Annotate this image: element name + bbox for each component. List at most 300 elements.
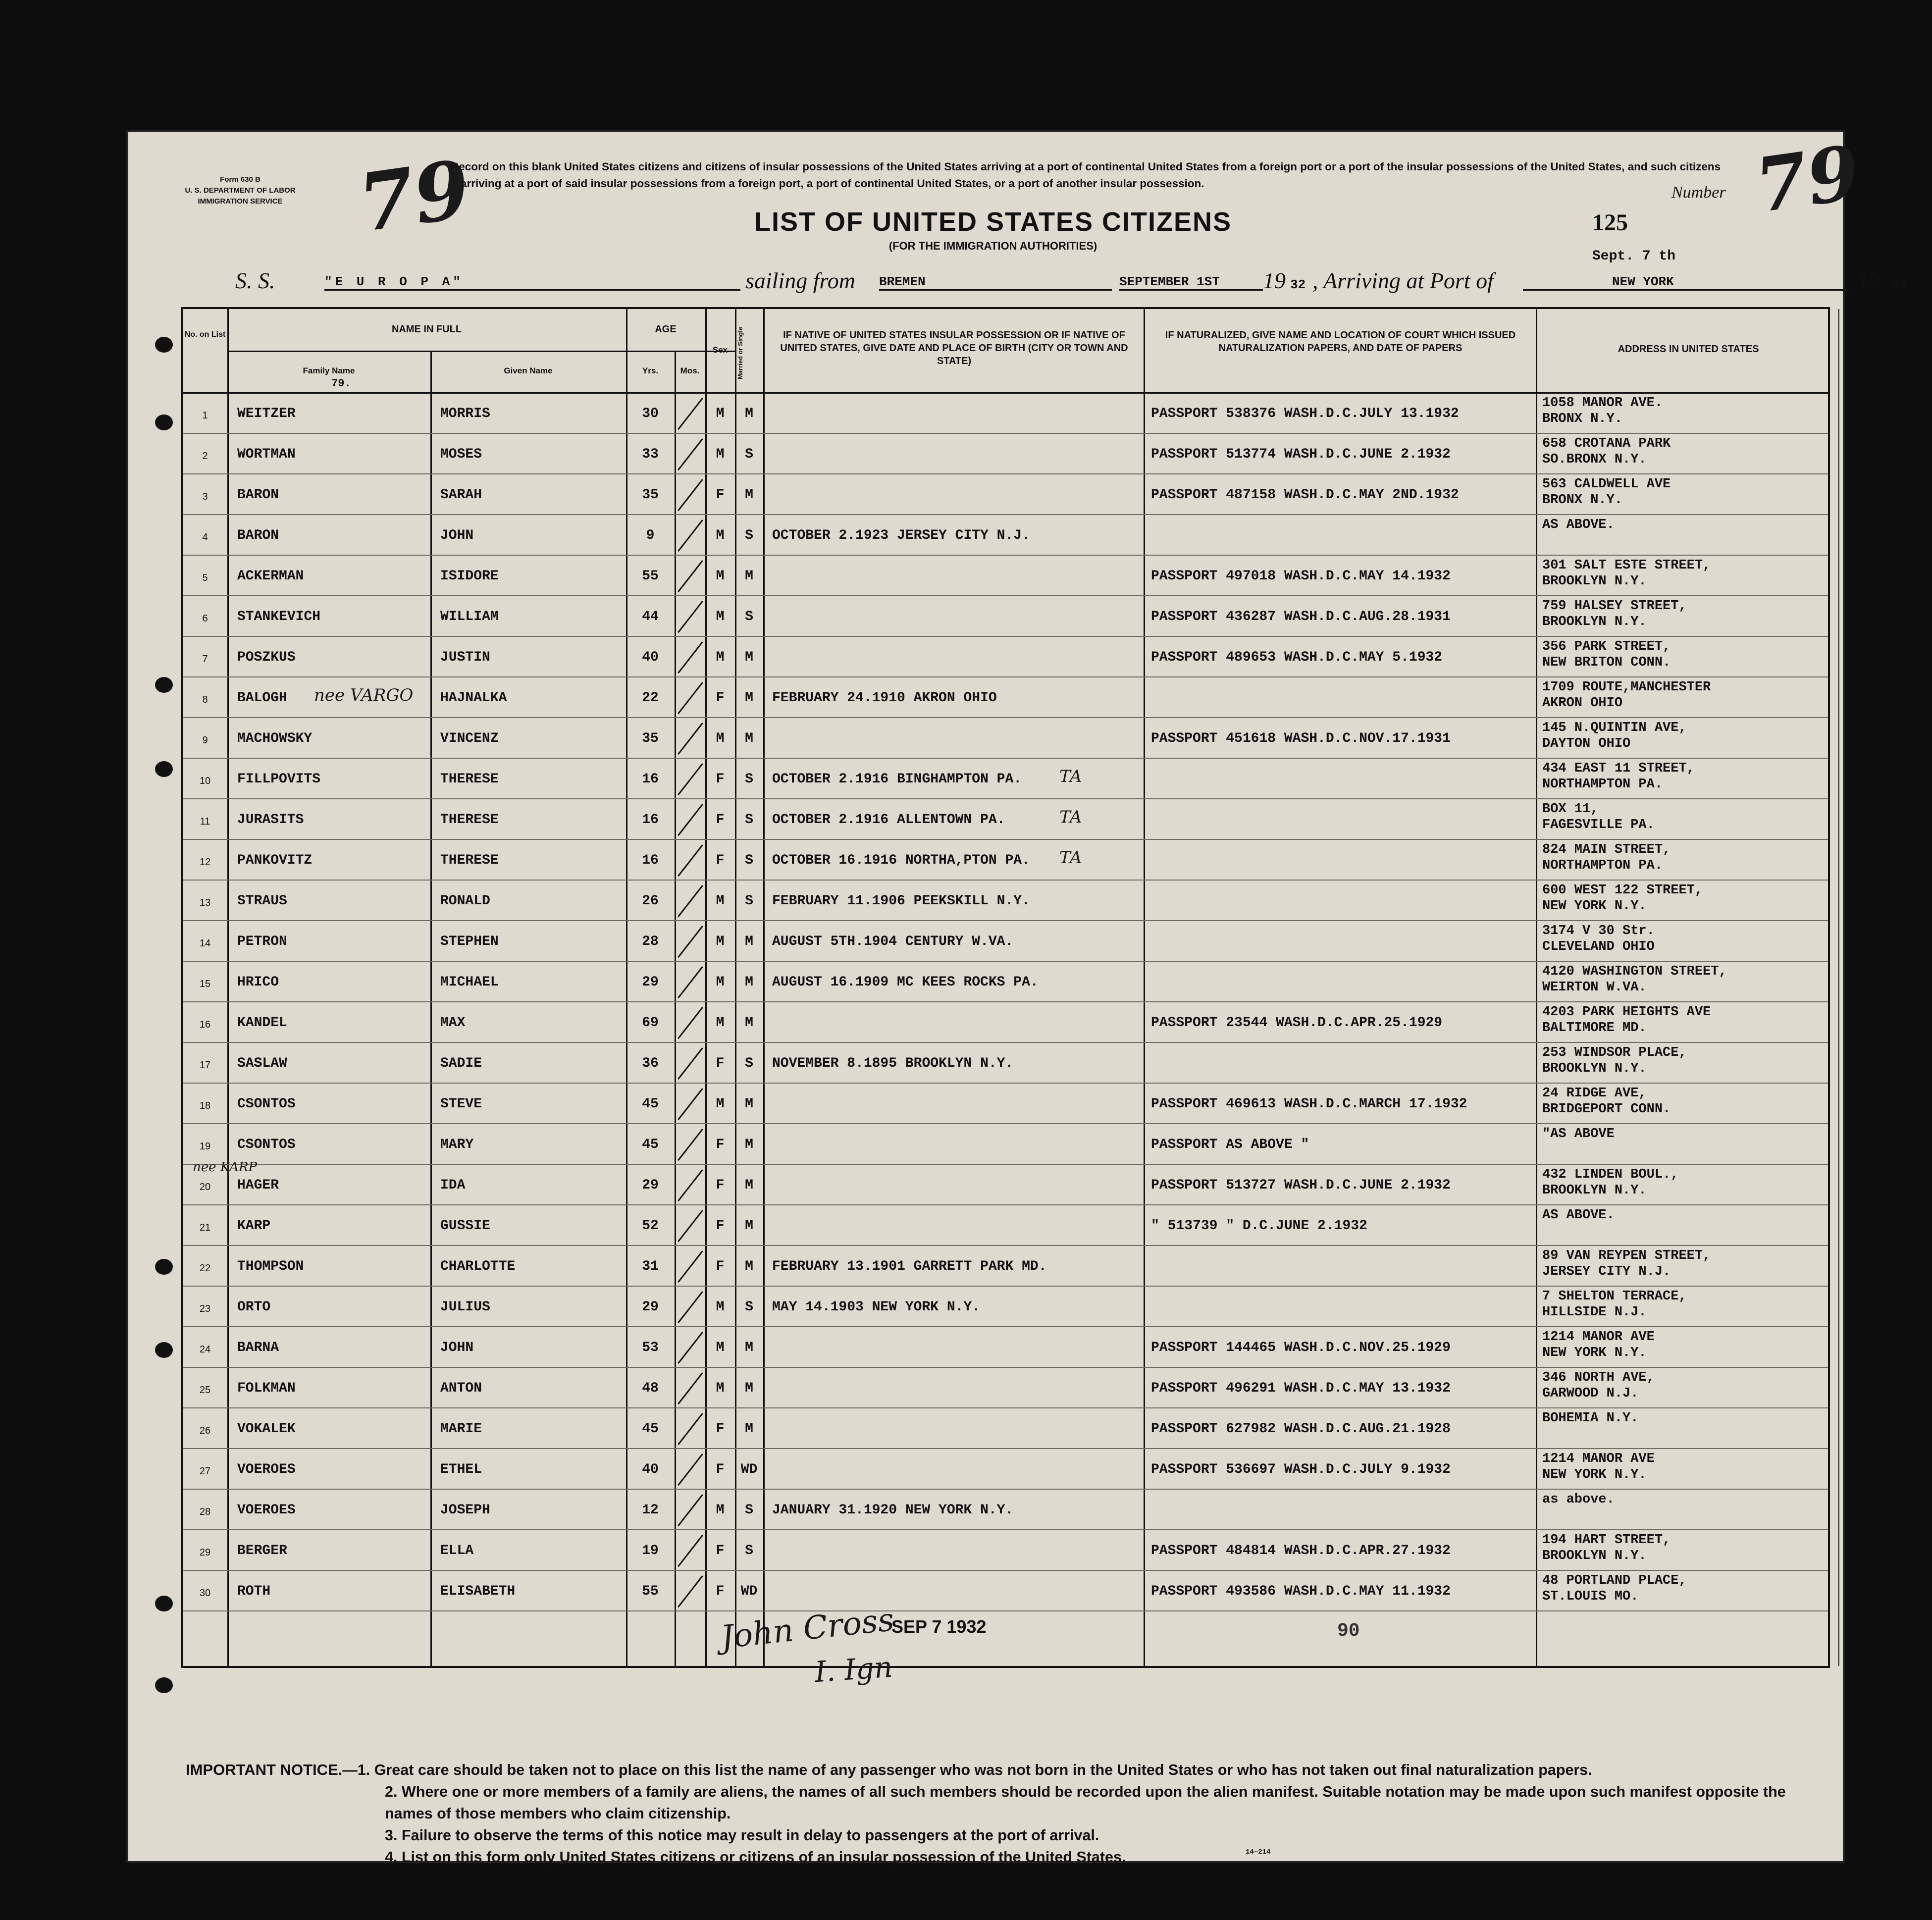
cell-no: 14 [199,938,211,949]
punch-hole [155,1677,173,1693]
cell-given: SADIE [440,1056,482,1071]
cell-age: 22 [642,690,659,706]
cell-sex: M [716,934,725,949]
row-rule [183,961,1828,962]
cell-nat: " 513739 " D.C.JUNE 2.1932 [1151,1218,1367,1234]
sailing-label: sailing from [745,268,855,293]
cell-age: 45 [642,1096,659,1112]
ditto-mark [678,1291,703,1323]
cell-given: STEVE [440,1096,482,1112]
ditto-mark [678,723,703,755]
cell-age: 48 [642,1381,659,1396]
cell-ms: S [745,1503,753,1518]
column-divider [227,309,229,1666]
cell-family: HRICO [237,975,279,990]
cell-family: KANDEL [237,1015,287,1031]
cell-age: 30 [642,406,659,421]
cell-ms: S [745,893,753,909]
cell-age: 40 [642,650,659,665]
row-rule [183,473,1828,474]
cell-family: PETRON [237,934,287,949]
cell-ms: M [745,731,753,746]
cell-age: 31 [642,1259,659,1274]
cell-family: THOMPSON [237,1259,304,1274]
cell-family: FOLKMAN [237,1381,296,1396]
cell-no: 4 [202,532,208,543]
address-line-2: BROOKLYN N.Y. [1542,1549,1647,1563]
cell-ms: S [745,1543,753,1558]
address-line-2: CLEVELAND OHIO [1542,939,1655,954]
cell-given: MARIE [440,1421,482,1437]
col-header-birth: IF NATIVE OF UNITED STATES INSULAR POSSESSION OR IF NATIVE OF UNITED STATES, GIVE DATE AND PLACE OF BIRTH (CITY OR TOWN AND STATE) [780,330,1128,366]
header-rule [183,392,1828,394]
sailing-date: SEPTEMBER 1ST [1119,274,1263,291]
cell-nat: PASSPORT 436287 WASH.D.C.AUG.28.1931 [1151,609,1451,624]
cell-address [1542,1370,1655,1401]
cell-age: 16 [642,772,659,787]
ditto-mark [678,763,703,795]
cell-sex: F [716,690,725,706]
cell-address [1542,801,1655,833]
cell-birth: FEBRUARY 24.1910 AKRON OHIO [772,690,997,706]
cell-ms: S [745,447,753,462]
column-divider [430,351,432,1666]
page-subtitle: (FOR THE IMMIGRATION AUTHORITIES) [888,240,1097,252]
cell-age: 33 [642,447,659,462]
punch-hole [155,1259,173,1275]
address-line-1: 24 RIDGE AVE, [1542,1086,1647,1101]
cell-ms: WD [740,1462,758,1477]
cell-given: ISIDORE [440,569,499,584]
address-line-2: SO.BRONX N.Y. [1542,452,1647,467]
cell-birth: JANUARY 31.1920 NEW YORK N.Y. [772,1503,1014,1518]
cell-address [1542,1248,1711,1280]
cell-birth: AUGUST 5TH.1904 CENTURY W.VA. [772,934,1014,949]
cell-sex: M [716,975,725,990]
column-divider [763,309,765,1666]
notice-3: 3. Failure to observe the terms of this notice may result in delay to passengers at the port of arrival. [385,1827,1099,1844]
cell-nat: PASSPORT 487158 WASH.D.C.MAY 2ND.1932 [1151,487,1459,503]
cell-sex: M [716,1503,725,1518]
cell-ms: M [745,1259,753,1274]
cell-age: 16 [642,853,659,868]
cell-address [1542,1207,1615,1223]
address-line-1: 759 HALSEY STREET, [1542,599,1687,614]
handwritten-annotation: TA [1059,767,1082,786]
cell-sex: M [716,650,725,665]
cell-ms: M [745,1096,753,1112]
cell-ms: M [745,1178,753,1193]
cell-address [1542,882,1703,914]
cell-address [1542,558,1711,589]
cell-family: VOEROES [237,1462,296,1477]
cell-birth: FEBRUARY 13.1901 GARRETT PARK MD. [772,1259,1047,1274]
cell-age: 29 [642,975,659,990]
passenger-table [181,307,1830,1668]
cell-no: 3 [202,491,208,502]
row-rule [183,433,1828,434]
cell-no: 5 [202,572,208,583]
cell-family: SASLAW [237,1056,287,1071]
address-line-1: 824 MAIN STREET, [1542,842,1671,857]
address-line-2: NEW BRITON CONN. [1542,655,1671,670]
row-rule [183,1245,1828,1246]
cell-family: JURASITS [237,812,304,828]
cell-nat: PASSPORT 144465 WASH.D.C.NOV.25.1929 [1151,1340,1451,1355]
cell-age: 16 [642,812,659,828]
address-line-1: BOX 11, [1542,802,1599,817]
row-rule [183,1326,1828,1327]
cell-address [1542,598,1687,630]
cell-ms: M [745,975,753,990]
address-line-2: NORTHAMPTON PA. [1542,777,1663,792]
cell-no: 18 [199,1100,211,1111]
cell-sex: F [716,1056,725,1071]
ditto-mark [678,682,703,714]
cell-age: 45 [642,1137,659,1152]
notice-title: IMPORTANT NOTICE. [186,1761,343,1778]
ditto-mark [678,966,703,998]
cell-age: 44 [642,609,659,624]
col-header-married: Married or Single [736,326,744,380]
cell-given: GUSSIE [440,1218,490,1234]
cell-family: STRAUS [237,893,287,909]
cell-no: 15 [199,979,211,989]
cell-sex: M [716,609,725,624]
ditto-mark [678,804,703,836]
row-rule [183,1367,1828,1368]
cell-given: RONALD [440,893,490,909]
notice-4: 4. List on this form only United States citizens or citizens of an insular possession of the United States. [385,1849,1126,1866]
cell-ms: S [745,812,753,828]
cell-family: VOEROES [237,1503,296,1518]
row-rule [183,555,1828,556]
cell-sex: M [716,893,725,909]
year-suffix-1: 32 [1290,277,1306,292]
cell-ms: M [745,934,753,949]
cell-no: 16 [199,1019,211,1030]
ditto-mark [678,1453,703,1486]
address-line-2: GARWOOD N.J. [1542,1386,1639,1401]
ditto-mark [678,1372,703,1404]
cell-nat: PASSPORT 538376 WASH.D.C.JULY 13.1932 [1151,406,1459,421]
cell-nat: PASSPORT 513727 WASH.D.C.JUNE 2.1932 [1151,1178,1451,1193]
address-line-1: 356 PARK STREET, [1542,639,1671,654]
cell-given: ELLA [440,1543,474,1558]
row-rule [183,595,1828,596]
cell-age: 19 [642,1543,659,1558]
cell-given: CHARLOTTE [440,1259,516,1274]
col-header-yrs: Yrs. [642,366,659,375]
address-line-1: AS ABOVE. [1542,518,1615,532]
cell-address [1542,639,1671,671]
address-line-2: BRONX N.Y. [1542,412,1623,426]
cell-address [1542,436,1671,467]
address-line-2: NEW YORK N.Y. [1542,899,1647,914]
address-line-1: AS ABOVE. [1542,1208,1615,1223]
row-rule [183,636,1828,637]
cell-no: 21 [199,1222,211,1233]
cell-sex: F [716,1543,725,1558]
cell-ms: M [745,650,753,665]
address-line-1: 3174 V 30 Str. [1542,924,1655,938]
family-column-note: 79. [331,377,351,390]
punch-hole [155,761,173,777]
cell-ms: S [745,1299,753,1315]
ditto-mark [678,1129,703,1161]
row-rule [183,1001,1828,1002]
cell-given: MARY [440,1137,474,1152]
arrival-port: NEW YORK [1523,274,1850,291]
ditto-mark [678,479,703,511]
cell-no: 29 [199,1547,211,1558]
form-number: Form 630 B [220,175,261,184]
cell-address [1542,1451,1655,1483]
cell-no: 8 [202,694,208,705]
ditto-mark [678,519,703,552]
row-rule [183,1489,1828,1490]
cell-nat: PASSPORT 451618 WASH.D.C.NOV.17.1931 [1151,731,1451,746]
address-line-1: 600 WEST 122 STREET, [1542,883,1703,898]
cell-given: THERESE [440,853,499,868]
year-prefix-1: 19 [1263,268,1286,293]
cell-no: 2 [202,451,208,462]
address-line-2: BALTIMORE MD. [1542,1021,1647,1036]
cell-given: WILLIAM [440,609,499,624]
address-line-1: 48 PORTLAND PLACE, [1542,1573,1687,1588]
cell-given: THERESE [440,812,499,828]
col-header-given: Given Name [504,366,553,375]
row-rule [183,1529,1828,1530]
cell-sex: F [716,772,725,787]
cell-ms: M [745,1421,753,1437]
ditto-mark [678,641,703,674]
cell-no: 17 [199,1060,211,1071]
service-name: IMMIGRATION SERVICE [198,197,283,206]
cell-age: 29 [642,1178,659,1193]
ditto-mark [678,885,703,917]
cell-sex: M [716,528,725,543]
cell-family: ROTH [237,1584,271,1599]
page-number: 125 [1592,209,1628,236]
cell-age: 35 [642,731,659,746]
cell-age: 36 [642,1056,659,1071]
year-prefix-2: 19 [1857,268,1880,293]
address-line-1: 1709 ROUTE,MANCHESTER [1542,680,1711,695]
inspector-initials: I. Ign [813,1650,894,1689]
ship-name: "E U R O P A" [324,274,740,291]
cell-age: 26 [642,893,659,909]
cell-ms: M [745,1218,753,1234]
notice-1: —1. Great care should be taken not to place on this list the name of any passenger who was not born in the United States or who has not taken out final naturalization papers. [342,1762,1592,1778]
cell-given: SARAH [440,487,482,503]
cell-sex: F [716,1178,725,1193]
punch-hole [155,415,173,430]
col-header-no: No. on List [184,330,226,339]
cell-address [1542,1167,1678,1198]
cell-family: ACKERMAN [237,569,304,584]
cell-given: VINCENZ [440,731,499,746]
address-line-1: 1214 MANOR AVE [1542,1330,1655,1345]
cell-family: STANKEVICH [237,609,321,624]
ditto-mark [678,438,703,470]
cell-no: 6 [202,613,208,624]
handwritten-annotation: TA [1059,807,1082,827]
address-line-2: ST.LOUIS MO. [1542,1589,1639,1604]
cell-nat: PASSPORT 536697 WASH.D.C.JULY 9.1932 [1151,1462,1451,1477]
cell-ms: M [745,690,753,706]
ditto-mark [678,560,703,592]
column-divider [1536,309,1537,1666]
column-divider [675,351,676,1666]
cell-age: 69 [642,1015,659,1031]
address-line-1: as above. [1542,1492,1615,1507]
column-divider [1838,309,1839,1666]
cell-ms: M [745,487,753,503]
cell-ms: S [745,1056,753,1071]
cell-given: JOHN [440,1340,474,1355]
cell-family: BERGER [237,1543,287,1558]
ditto-mark [678,1250,703,1283]
cell-given: ETHEL [440,1462,482,1477]
col-header-sex: Sex [712,345,728,355]
cell-family: HAGER [237,1178,279,1193]
address-line-1: 434 EAST 11 STREET, [1542,761,1695,776]
cell-birth: OCTOBER 2.1916 BINGHAMPTON PA. [772,772,1022,787]
address-line-1: 563 CALDWELL AVE [1542,477,1671,492]
address-line-1: 432 LINDEN BOUL., [1542,1167,1679,1182]
row-rule [183,1083,1828,1084]
cell-sex: M [716,1096,725,1112]
cell-ms: S [745,609,753,624]
address-line-2: NEW YORK N.Y. [1542,1346,1647,1360]
cell-given: JOSEPH [440,1503,490,1518]
address-line-2: AKRON OHIO [1542,696,1623,711]
cell-nat: PASSPORT 469613 WASH.D.C.MARCH 17.1932 [1151,1096,1467,1112]
address-line-2: NORTHAMPTON PA. [1542,858,1663,873]
cell-family: PANKOVITZ [237,853,313,868]
address-line-2: BROOKLYN N.Y. [1542,574,1647,589]
ditto-mark [678,1047,703,1080]
cell-address [1542,1410,1638,1426]
cell-given: JUSTIN [440,650,490,665]
cell-address [1542,1086,1671,1117]
cell-age: 52 [642,1218,659,1234]
address-line-1: 658 CROTANA PARK [1542,436,1671,451]
cell-sex: M [716,1015,725,1031]
ditto-mark [678,1575,703,1608]
address-line-1: 194 HART STREET, [1542,1533,1671,1548]
address-line-2: BROOKLYN N.Y. [1542,1183,1647,1198]
cell-age: 28 [642,934,659,949]
row-rule [183,839,1828,840]
cell-address [1542,1004,1711,1036]
ditto-mark [678,1535,703,1567]
cell-sex: F [716,1421,725,1437]
cell-age: 29 [642,1299,659,1315]
cell-no: 26 [199,1425,211,1436]
cell-address [1542,517,1615,533]
cell-age: 55 [642,569,659,584]
stamp-number: 90 [1337,1620,1360,1642]
cell-address [1542,1492,1615,1507]
row-rule [183,1610,1828,1611]
cell-no: 25 [199,1385,211,1396]
col-header-name: NAME IN FULL [391,324,462,335]
cell-nat: PASSPORT 23544 WASH.D.C.APR.25.1929 [1151,1015,1443,1031]
address-line-2: WEIRTON W.VA. [1542,980,1647,995]
cell-age: 53 [642,1340,659,1355]
col-header-address: ADDRESS IN UNITED STATES [1618,344,1759,355]
year-suffix-2: 32. [1892,277,1915,292]
cell-family: BARNA [237,1340,279,1355]
cell-nat: PASSPORT 497018 WASH.D.C.MAY 14.1932 [1151,569,1451,584]
address-line-1: 253 WINDSOR PLACE, [1542,1045,1687,1060]
cell-no: 1 [202,410,208,421]
handwritten-annotation: nee VARGO [314,685,414,705]
cell-sex: F [716,853,725,868]
cell-ms: S [745,853,753,868]
address-line-1: 145 N.QUINTIN AVE, [1542,721,1687,735]
cell-no: 7 [202,654,208,665]
cell-address [1542,1573,1687,1605]
cell-sex: F [716,1218,725,1234]
cell-address [1542,679,1711,711]
arrival-date-note: Sept. 7 th [1592,249,1676,264]
ditto-mark [678,1088,703,1120]
handwritten-annotation: TA [1059,848,1082,868]
cell-birth: MAY 14.1903 NEW YORK N.Y. [772,1299,981,1315]
cell-sex: M [716,731,725,746]
cell-nat: PASSPORT 484814 WASH.D.C.APR.27.1932 [1151,1543,1451,1558]
ditto-mark [678,1494,703,1526]
cell-family: WORTMAN [237,447,296,462]
cell-no: 22 [199,1263,211,1274]
address-line-2: JERSEY CITY N.J. [1542,1264,1671,1279]
date-stamp: SEP 7 1932 [891,1616,987,1637]
address-line-2: HILLSIDE N.J. [1542,1305,1647,1320]
address-line-1: 89 VAN REYPEN STREET, [1542,1248,1711,1263]
cell-sex: F [716,1259,725,1274]
address-line-1: 301 SALT ESTE STREET, [1542,558,1711,573]
cell-ms: S [745,528,753,543]
row-rule [183,1286,1828,1287]
address-line-1: 4203 PARK HEIGHTS AVE [1542,1005,1711,1020]
cell-family: BARON [237,528,279,543]
col-header-age: AGE [655,324,677,335]
cell-no: 9 [202,735,208,746]
address-line-2: NEW YORK N.Y. [1542,1467,1647,1482]
cell-nat: PASSPORT 489653 WASH.D.C.MAY 5.1932 [1151,650,1443,665]
important-notice [186,1759,1835,1868]
row-rule [183,798,1828,799]
cell-sex: F [716,487,725,503]
address-line-2: FAGESVILLE PA. [1542,818,1655,832]
cell-birth: AUGUST 16.1909 MC KEES ROCKS PA. [772,975,1039,990]
cell-given: THERESE [440,772,499,787]
number-label: Number [1671,183,1726,202]
address-line-2: BOHEMIA N.Y. [1542,1411,1639,1426]
cell-family: BALOGH [237,690,287,706]
punch-hole [155,1342,173,1358]
cell-address [1542,1532,1671,1564]
ditto-mark [678,844,703,877]
cell-given: STEPHEN [440,934,499,949]
cell-age: 12 [642,1503,659,1518]
cell-nat: PASSPORT 513774 WASH.D.C.JUNE 2.1932 [1151,447,1451,462]
punch-hole [155,677,173,693]
cell-no: 30 [199,1588,211,1599]
